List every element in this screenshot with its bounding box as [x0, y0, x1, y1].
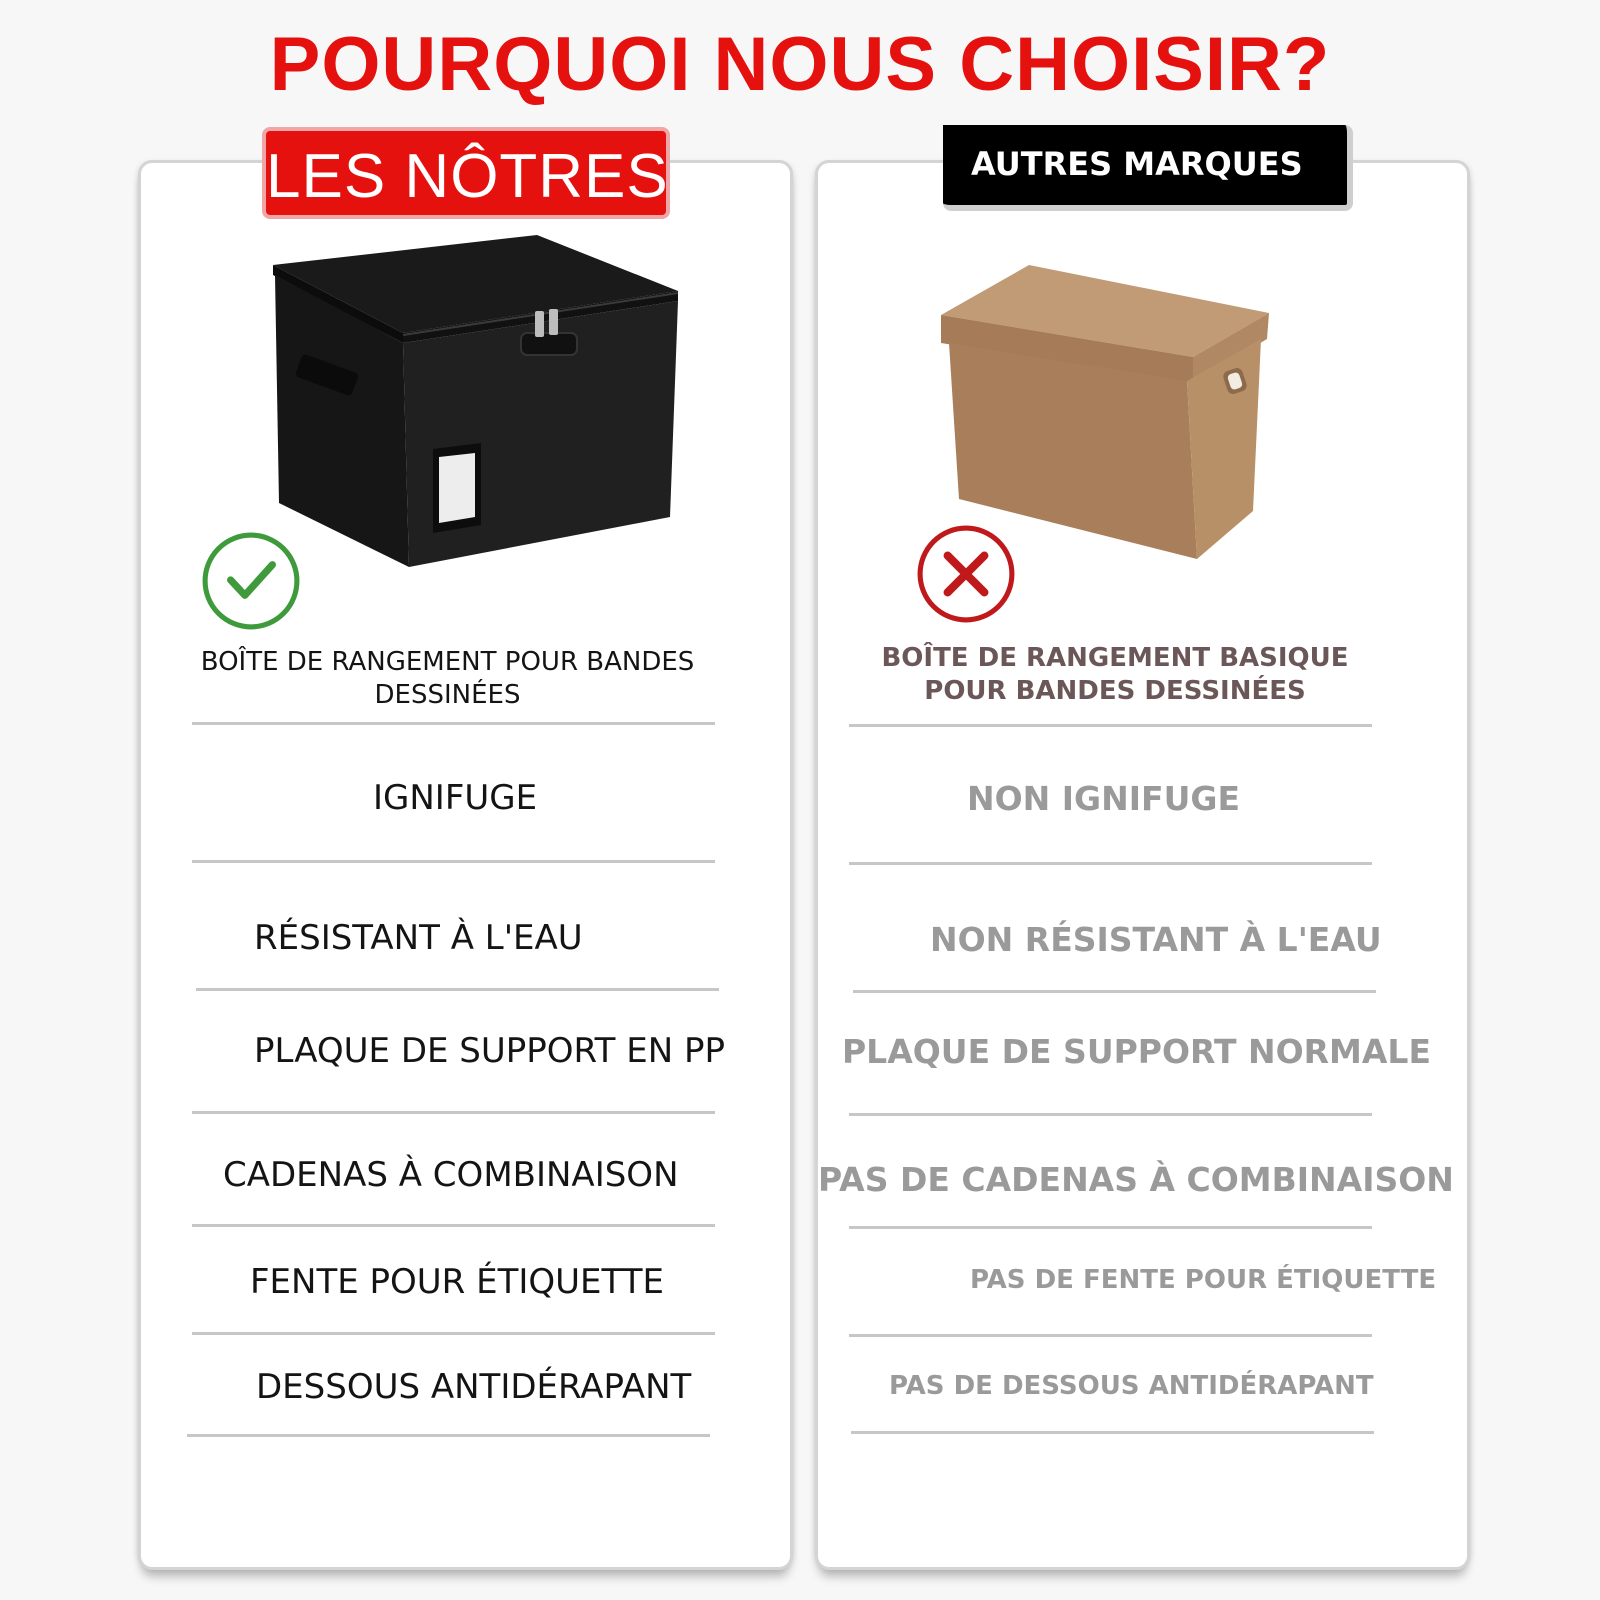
others-feature-fireproof: NON IGNIFUGE [967, 779, 1241, 818]
divider [851, 1431, 1374, 1434]
black-storage-box-image [265, 235, 695, 575]
others-product-name: BOÎTE DE RANGEMENT BASIQUE POUR BANDES DESSINÉES [881, 643, 1349, 706]
cross-circle-icon [915, 523, 1017, 625]
divider [849, 1226, 1372, 1229]
divider [849, 724, 1372, 727]
divider [192, 1332, 715, 1335]
checkmark-circle-icon [200, 530, 302, 632]
divider [849, 1334, 1372, 1337]
ours-feature-fireproof: IGNIFUGE [373, 778, 538, 818]
divider [849, 1113, 1372, 1116]
ours-badge: LES NÔTRES [262, 127, 670, 219]
divider [192, 860, 715, 863]
ours-feature-label-slot: FENTE POUR ÉTIQUETTE [250, 1262, 664, 1302]
divider [196, 988, 719, 991]
divider [192, 1224, 715, 1227]
ours-feature-support-plate: PLAQUE DE SUPPORT EN PP [254, 1031, 725, 1071]
others-feature-waterproof: NON RÉSISTANT À L'EAU [930, 920, 1382, 959]
cardboard-box-image [935, 265, 1295, 565]
divider [853, 990, 1376, 993]
divider [849, 862, 1372, 865]
page-title: POURQUOI NOUS CHOISIR? [269, 22, 1331, 107]
others-feature-combination-lock: PAS DE CADENAS À COMBINAISON [818, 1160, 1454, 1199]
ours-feature-non-slip: DESSOUS ANTIDÉRAPANT [256, 1367, 692, 1407]
divider [187, 1434, 710, 1437]
ours-feature-waterproof: RÉSISTANT À L'EAU [254, 918, 583, 958]
ours-feature-combination-lock: CADENAS À COMBINAISON [223, 1155, 679, 1195]
divider [192, 1111, 715, 1114]
others-feature-non-slip: PAS DE DESSOUS ANTIDÉRAPANT [889, 1371, 1374, 1401]
others-feature-label-slot: PAS DE FENTE POUR ÉTIQUETTE [970, 1265, 1437, 1295]
others-badge: AUTRES MARQUES [943, 125, 1353, 211]
others-feature-support-plate: PLAQUE DE SUPPORT NORMALE [842, 1032, 1432, 1071]
ours-product-name: BOÎTE DE RANGEMENT POUR BANDES DESSINÉES [200, 647, 695, 710]
divider [192, 722, 715, 725]
